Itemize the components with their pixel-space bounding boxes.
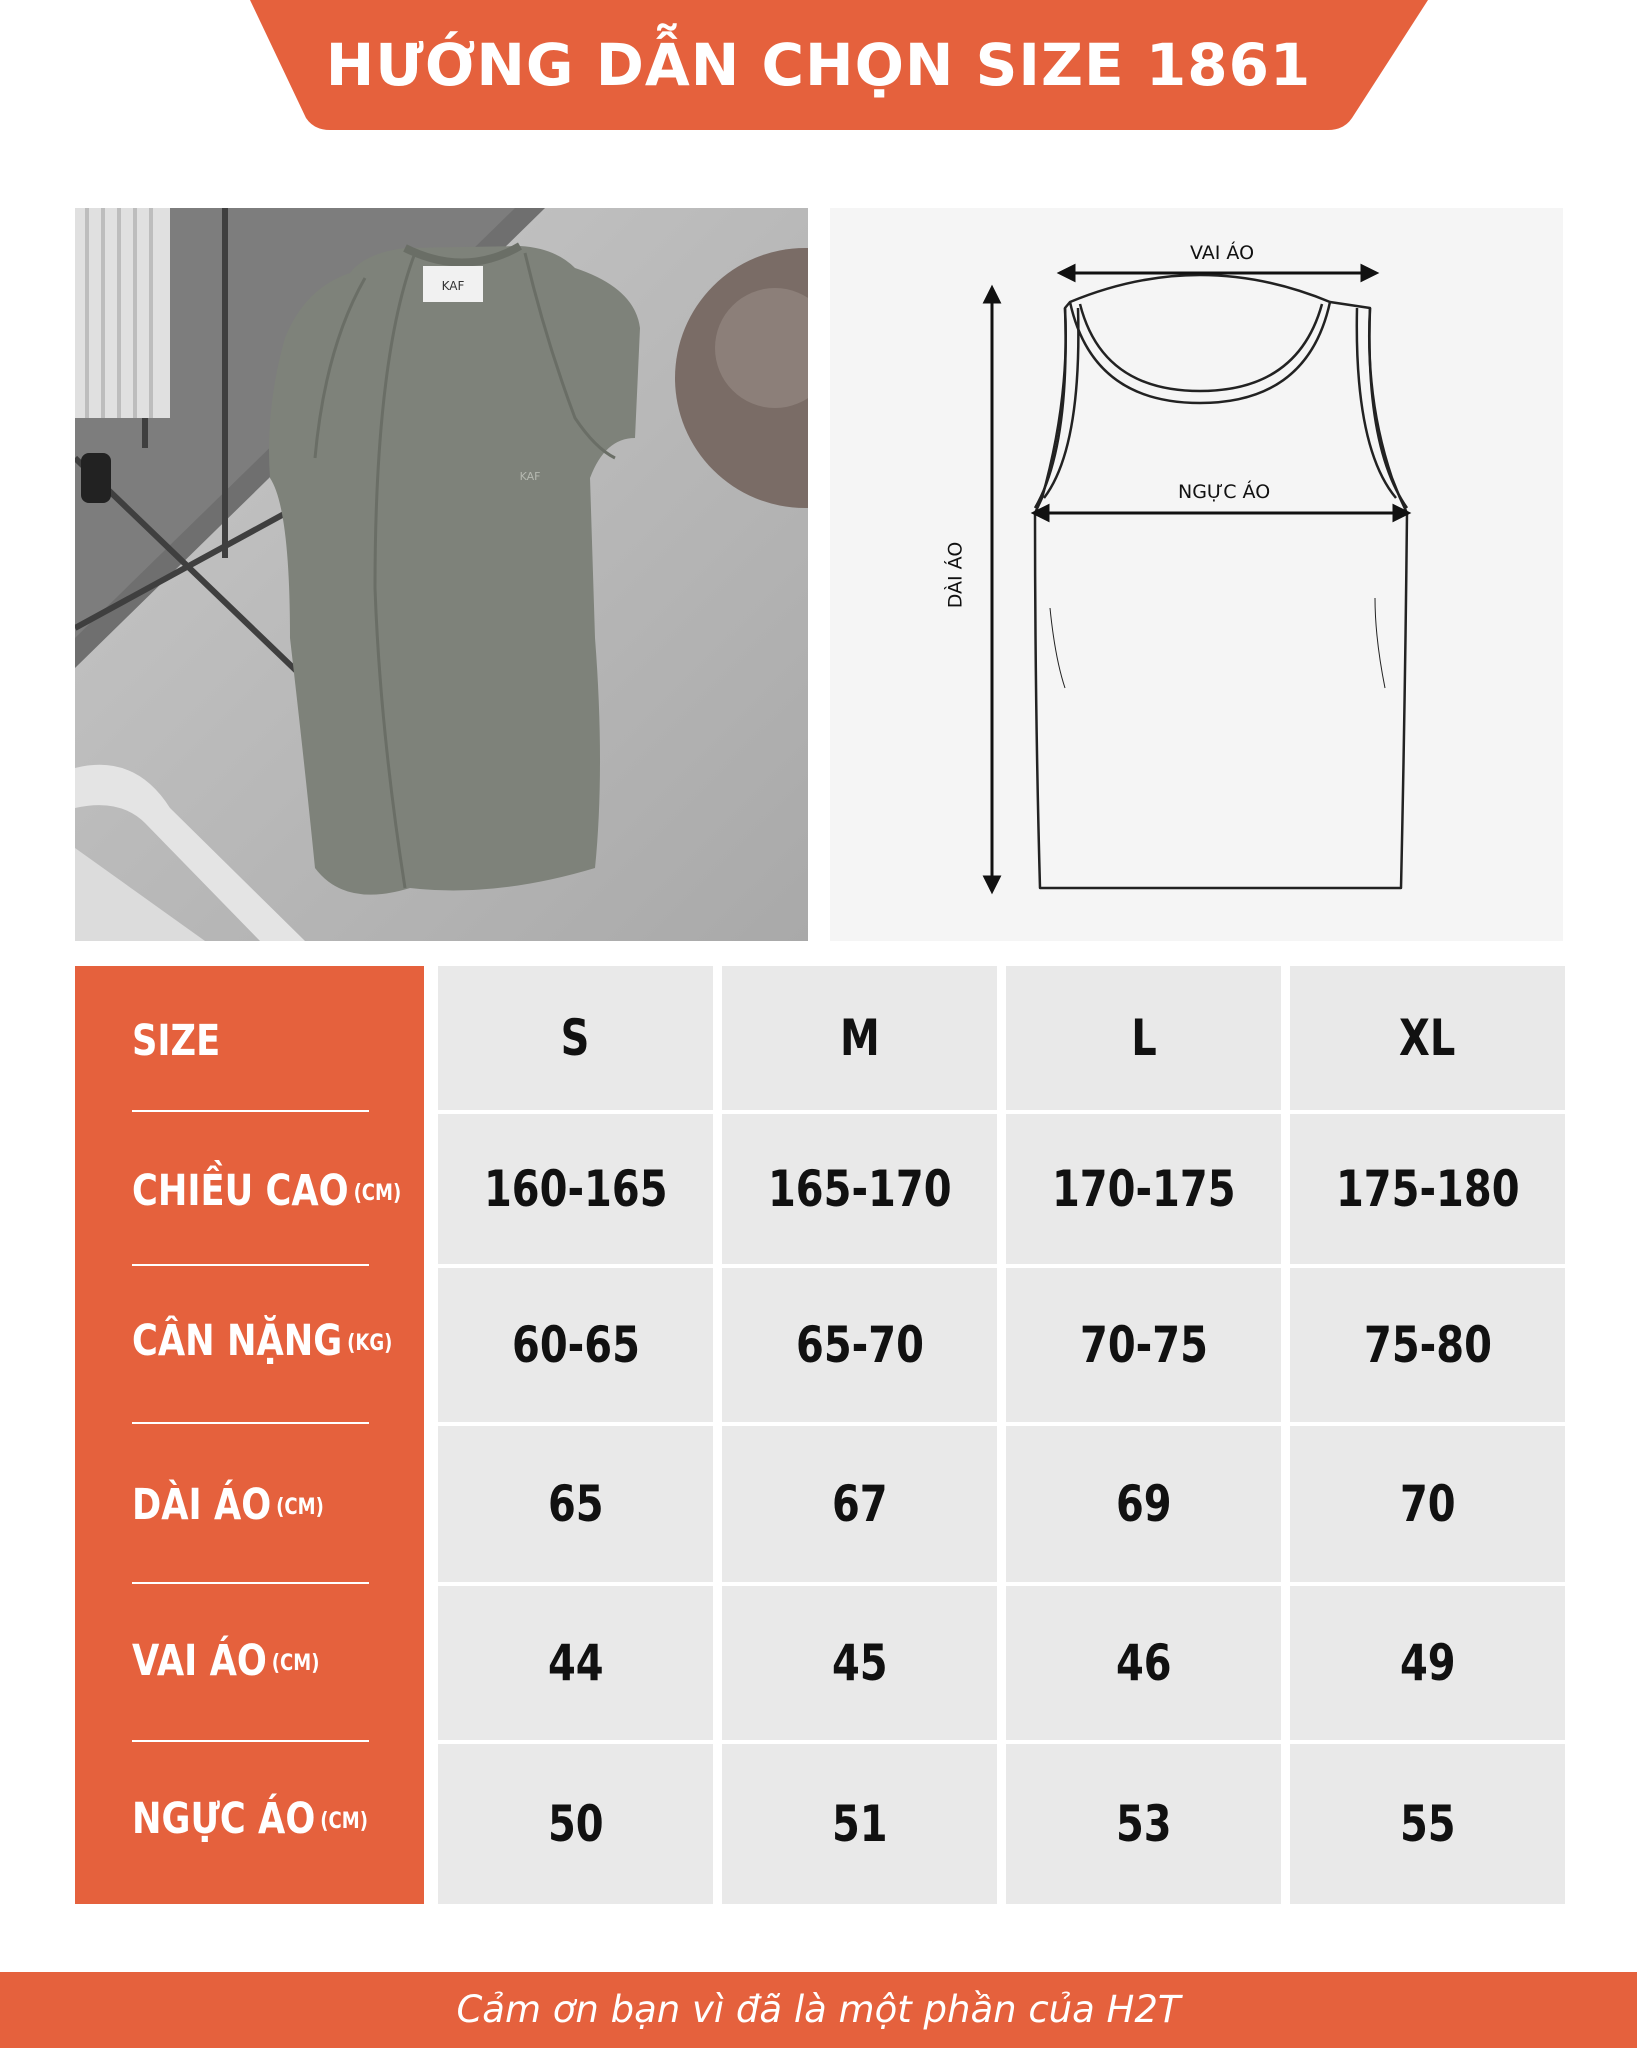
- table-cell: [1290, 1426, 1565, 1582]
- size-name: L: [1130, 1009, 1157, 1067]
- size-header-cell: [438, 966, 713, 1110]
- table-cell: [1006, 1268, 1281, 1422]
- row-label-shoulder: [132, 1636, 319, 1686]
- table-cell: [722, 1426, 997, 1582]
- row-label-length: [132, 1480, 324, 1530]
- neck-tag-brand: KAF: [441, 279, 465, 293]
- cell-value: 70: [1399, 1475, 1456, 1533]
- table-cell: [1290, 1744, 1565, 1904]
- table-cell: [1006, 1114, 1281, 1264]
- row-label-weight: [132, 1316, 392, 1366]
- row-label-chest: [132, 1794, 368, 1844]
- chest-logo: KAF: [519, 470, 541, 483]
- cell-value: 75-80: [1363, 1316, 1492, 1374]
- cell-value: 45: [831, 1634, 888, 1692]
- row-divider: [132, 1740, 369, 1742]
- table-cell: [1290, 1268, 1565, 1422]
- row-label-text: DÀI ÁO: [132, 1480, 272, 1530]
- row-label-text: VAI ÁO: [132, 1636, 267, 1686]
- cell-value: 65-70: [795, 1316, 924, 1374]
- cell-value: 50: [547, 1795, 604, 1853]
- size-header-cell: [1290, 966, 1565, 1110]
- table-cell: [1290, 1586, 1565, 1740]
- row-unit: (KG): [347, 1331, 393, 1356]
- table-cell: [722, 1586, 997, 1740]
- product-photo: [75, 208, 808, 941]
- table-cell: [438, 1586, 713, 1740]
- size-header-text: SIZE: [132, 1016, 221, 1066]
- row-divider: [132, 1264, 369, 1266]
- cell-value: 44: [547, 1634, 604, 1692]
- size-table-label-column: [75, 966, 424, 1904]
- cell-value: 69: [1115, 1475, 1172, 1533]
- cell-value: 49: [1399, 1634, 1456, 1692]
- measurement-diagram: [830, 208, 1563, 941]
- cell-value: 170-175: [1051, 1160, 1236, 1218]
- cell-value: 175-180: [1335, 1160, 1520, 1218]
- table-cell: [722, 1744, 997, 1904]
- length-label: DÀI ÁO: [944, 541, 967, 609]
- row-divider: [132, 1422, 369, 1424]
- row-label-text: CHIỀU CAO: [132, 1166, 349, 1216]
- table-cell: [1006, 1586, 1281, 1740]
- cell-value: 55: [1399, 1795, 1456, 1853]
- table-cell: [438, 1426, 713, 1582]
- row-unit: (CM): [353, 1181, 402, 1206]
- size-name: M: [839, 1009, 880, 1067]
- row-unit: (CM): [276, 1495, 324, 1520]
- cell-value: 65: [547, 1475, 604, 1533]
- shoulder-label: VAI ÁO: [1190, 242, 1255, 264]
- cell-value: 60-65: [511, 1316, 640, 1374]
- chest-label: NGỰC ÁO: [1178, 481, 1271, 503]
- size-name: S: [561, 1009, 590, 1067]
- table-cell: [438, 1268, 713, 1422]
- size-header-label: [132, 1016, 220, 1066]
- footer-banner: [0, 1972, 1637, 2048]
- footer-text: Cảm ơn bạn vì đã là một phần của H2T: [456, 1988, 1181, 2031]
- size-header-cell: [1006, 966, 1281, 1110]
- tank-top-sketch: [830, 208, 1563, 941]
- cell-value: 46: [1115, 1634, 1172, 1692]
- row-label-text: NGỰC ÁO: [132, 1794, 316, 1844]
- product-photo-illustration: [75, 208, 808, 941]
- cell-value: 70-75: [1079, 1316, 1208, 1374]
- row-unit: (CM): [320, 1809, 368, 1834]
- table-cell: [1290, 1114, 1565, 1264]
- cell-value: 160-165: [483, 1160, 668, 1218]
- row-divider: [132, 1582, 369, 1584]
- table-cell: [722, 1268, 997, 1422]
- row-divider: [132, 1110, 369, 1112]
- size-name: XL: [1399, 1009, 1456, 1067]
- cell-value: 165-170: [767, 1160, 952, 1218]
- size-header-cell: [722, 966, 997, 1110]
- cell-value: 67: [831, 1475, 888, 1533]
- cell-value: 51: [831, 1795, 888, 1853]
- cell-value: 53: [1115, 1795, 1172, 1853]
- table-cell: [1006, 1744, 1281, 1904]
- page-title: HƯỚNG DẪN CHỌN SIZE 1861: [325, 31, 1312, 99]
- table-cell: [438, 1744, 713, 1904]
- row-label-text: CÂN NẶNG: [132, 1316, 343, 1366]
- header-banner: [0, 0, 1637, 135]
- row-unit: (CM): [271, 1651, 320, 1676]
- table-cell: [438, 1114, 713, 1264]
- table-cell: [722, 1114, 997, 1264]
- row-label-height: [132, 1166, 401, 1216]
- table-cell: [1006, 1426, 1281, 1582]
